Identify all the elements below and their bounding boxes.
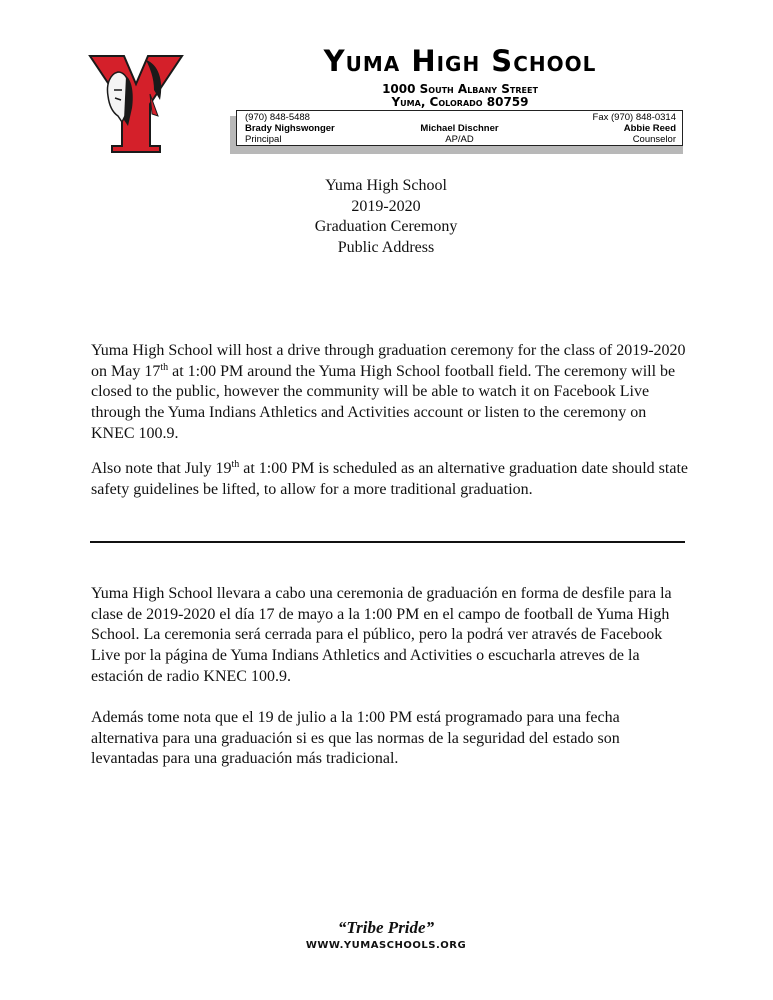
city-state-zip: Yuma, Colorado 80759 xyxy=(391,95,529,109)
tagline: “Tribe Pride” xyxy=(337,918,435,937)
school-logo xyxy=(88,50,184,154)
counselor-name: Abbie Reed xyxy=(623,123,676,134)
principal-title: Principal xyxy=(245,134,282,145)
indian-head-icon xyxy=(107,72,132,126)
ap-ad-name: Michael Dischner xyxy=(420,123,499,134)
counselor-title: Counselor xyxy=(632,134,676,145)
document-title xyxy=(230,176,542,258)
principal-name: Brady Nighswonger xyxy=(245,123,335,134)
title-subject: Public Address xyxy=(337,238,435,256)
title-year: 2019-2020 xyxy=(351,197,421,215)
title-event: Graduation Ceremony xyxy=(314,218,458,235)
title-school: Yuma High School xyxy=(325,177,447,194)
ap-ad-title: AP/AD xyxy=(445,134,474,145)
fax-number: Fax (970) 848-0314 xyxy=(592,112,676,123)
english-paragraph-2: Also note that July 19th at 1:00 PM is scheduled as an alternative graduation date should state safety guidelines be lifted, to allow for a more traditional graduation. xyxy=(91,459,688,498)
english-paragraph-1: Yuma High School will host a drive through graduation ceremony for the class of 2019-2020 on May 17th at 1:00 PM around the Yuma High School football field. The ceremony will be closed to the public, however the community will be able to watch it on Facebook Live through the Yuma Indians Athletics and Activities account or listen to the ceremony on KNEC 100.9. xyxy=(91,342,686,442)
website-url[interactable]: WWW.YUMASCHOOLS.ORG xyxy=(305,940,467,951)
phone-number: (970) 848-5488 xyxy=(245,112,310,123)
spanish-paragraph-2: Además tome nota que el 19 de julio a la 1:00 PM está programado para una fecha alternativa para una graduación si es que las normas de la seguridad del estado son levantadas para una graduación más tradicional. xyxy=(91,709,620,768)
school-name: Yuma High School xyxy=(323,44,597,78)
contact-box xyxy=(236,110,683,146)
section-divider xyxy=(90,541,685,543)
spanish-paragraph-1: Yuma High School llevara a cabo una ceremonia de graduación en forma de desfile para la clase de 2019-2020 el día 17 de mayo a la 1:00 PM en el campo de football de Yuma High School. La ceremonia será cerrada para el público, pero la podrá ver através de Facebook Live por la página de Yuma Indians Athletics and Activities o escucharla atreves de la estación de radio KNEC 100.9. xyxy=(91,585,672,685)
street-address: 1000 South Albany Street xyxy=(382,82,538,96)
